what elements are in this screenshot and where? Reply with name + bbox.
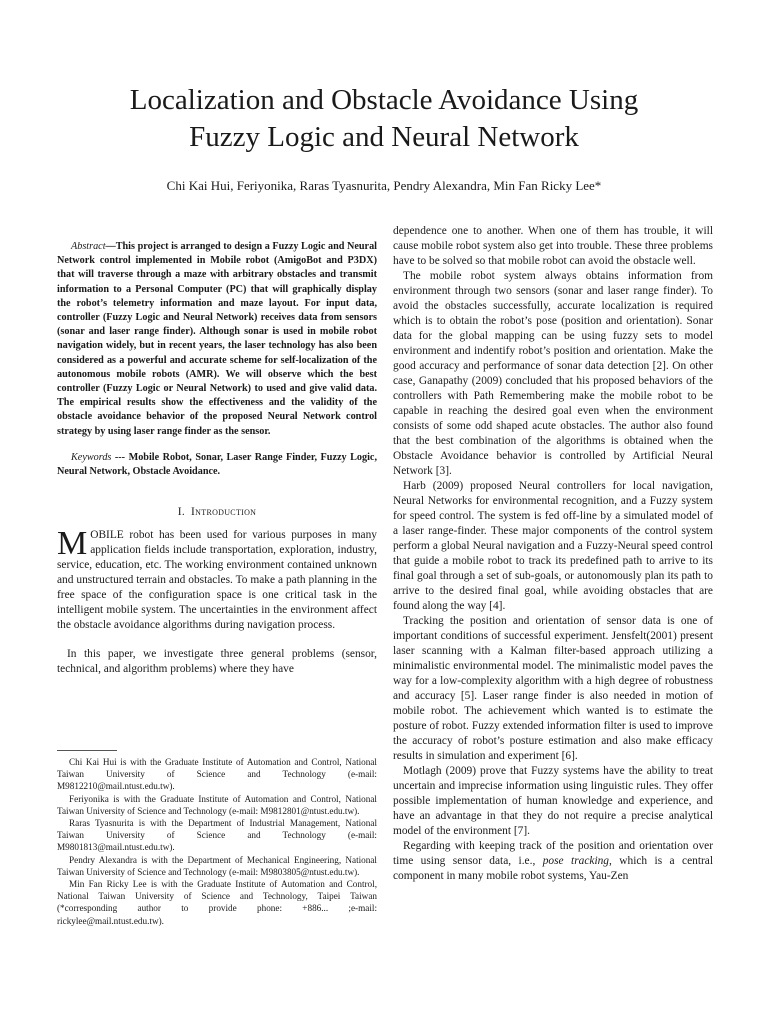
intro-cap-word: OBILE (90, 529, 124, 542)
right-paragraph-6-text-a: Regarding with keeping track of the position and orientation over time using sensor data, i.e., (393, 840, 713, 867)
footnote: Feriyonika is with the Graduate Institute of Automation and Control, National Taiwan University of Science and Technology (e-mail: M9812801@ntust.edu.tw). (57, 793, 377, 816)
section-heading-introduction (57, 505, 377, 520)
footnote: Raras Tyasnurita is with the Department of Industrial Management, National Taiwan University of Science and Technology (e-mail: M9801813@mail.ntust.edu.tw). (57, 818, 377, 853)
right-paragraph-3: Harb (2009) proposed Neural controllers for local navigation, Neural Networks for environmental recognition, and a Fuzzy system for speed control. The system is fed off-line by a simulated model of a laser range-finder. These major components of the control system perform a global Neural navigation and a Fuzzy-Neural speed control that guide a mobile robot to track its predefined path to arrive to its final goal through a set of sub-goals, or autonomously plan its path to arrive to the desired final goal, while avoiding obstacles that are found along the way [4]. (393, 480, 713, 612)
right-paragraph-6 (393, 839, 713, 884)
keywords (57, 451, 377, 479)
intro-paragraph-2: In this paper, we investigate three general problems (sensor, technical, and algorithm problems) where they have (57, 648, 377, 676)
author-list: Chi Kai Hui, Feriyonika, Raras Tyasnurita, Pendry Alexandra, Min Fan Ricky Lee* (166, 178, 602, 193)
abstract (57, 240, 377, 439)
abstract-text: —This project is arranged to design a Fuzzy Logic and Neural Network control implemented in Mobile robot (AmigoBot and P3DX) that will traverse through a maze with arbitrary obstacles and transmit information to a Personal Computer (PC) that will graphically display the robot’s telemetry information and maze layout. For input data, controller (Fuzzy Logic and Neural Network) receives data from sensors (sonar and laser range finder). Although sonar is used in mobile robot navigation widely, but in recent years, the laser technology has also been considered as a powerful and accurate scheme for self-localization of the autonomous mobile robots (AMR). We will observe which the best controller (Fuzzy Logic or Neural Network) to used and give valid data. The empirical results show the effectiveness and the validity of the obstacle avoidance behavior of the proposed Neural Network control strategy by using laser range finder as the sensor. (57, 241, 377, 437)
intro-paragraph-1 (57, 525, 377, 633)
title-line-1: Localization and Obstacle Avoidance Using (129, 84, 639, 116)
section-title: Introduction (191, 506, 257, 519)
right-paragraph-5: Motlagh (2009) prove that Fuzzy systems have the ability to treat uncertain and imprecise information using linguistic rules. They offer possible implementation of human knowledge and experience, and have an advantage in that they do not require a precise analytical model of the environment [7]. (393, 765, 713, 837)
left-column (57, 240, 377, 677)
abstract-label: Abstract (71, 241, 106, 252)
section-number: I. (177, 506, 186, 519)
drop-cap: M (57, 525, 88, 563)
footnote: Min Fan Ricky Lee is with the Graduate Institute of Automation and Control, National Taiwan University of Science and Technology, Taipei Taiwan (*corresponding author to provide phone: +886... ;e-mail: rickylee@mail.ntust.edu.tw). (57, 879, 377, 926)
footnote-rule (57, 750, 117, 751)
title-line-2: Fuzzy Logic and Neural Network (189, 121, 579, 153)
right-paragraph-4: Tracking the position and orientation of sensor data is one of important conditions of successful experiment. Jensfelt(2001) present laser scanning with a Kalman filter-based approach utilizing a minimalistic environmental model. The minimalistic model paves the way for a low-complexity algorithm with a high degree of robustness and accuracy [5]. Laser range finder is also needed in motion of mobile robot. The achievement which wanted is to estimate the posture of robot. Fuzzy extended information filter is used to improve the accuracy of robot’s posture estimation and also make efficacy results in simulation and experiment [6]. (393, 615, 713, 762)
footnote: Pendry Alexandra is with the Department of Mechanical Engineering, National Taiwan University of Science and Technology (e-mail: M9803805@ntust.edu.tw). (57, 854, 377, 877)
intro-paragraph-1-text: robot has been used for various purposes in many application fields include transportation, exploration, industry, service, education, etc. The working environment contained unknown and unstructured terrain and obstacles. To make a path planning in the free space of the configuration space is one critical task in the intelligent mobile system. The uncertainties in the environment affect the obstacle avoidance algorithms during navigation process. (57, 529, 377, 632)
paper-title (0, 82, 768, 156)
right-column (393, 224, 713, 884)
footnote: Chi Kai Hui is with the Graduate Institute of Automation and Control, National Taiwan University of Science and Technology (e-mail: M9812210@mail.ntust.edu.tw). (57, 757, 377, 792)
keywords-label: Keywords (71, 451, 112, 463)
keywords-text: --- Mobile Robot, Sonar, Laser Range Finder, Fuzzy Logic, Neural Network, Obstacle Avoidance. (57, 451, 377, 478)
emphasis-pose-tracking: pose tracking (542, 855, 609, 867)
footnotes (57, 756, 377, 927)
right-paragraph-6-text-b: , which is a central component in many mobile robot systems, Yau-Zen (393, 855, 714, 882)
right-paragraph-2: The mobile robot system always obtains information from environment through two sensors (sonar and laser range finder). To avoid the obstacles successfully, accurate localization is required which is to obtain the robot’s pose (position and orientation). Sonar data for the global mapping can be using fuzzy sets to model environment and indentify robot’s position and orientation. Make the good accuracy and performance of sonar data detection [2]. On other case, Ganapathy (2009) concluded that his proposed behaviors of the controllers with Path Remembering make the mobile robot to be capable in reaching the desired goal even when the environment consists of some odd shaped acute obstacles. The author also found that the best combination of the algorithms is obtained when the Obstacle Avoidance behavior is controlled by Artificial Neural Network [3]. (393, 270, 713, 477)
right-paragraph-1: dependence one to another. When one of them has trouble, it will cause mobile robot system also get into trouble. These three problems have to be solved so that mobile robot can avoid the obstacle well. (393, 225, 713, 267)
